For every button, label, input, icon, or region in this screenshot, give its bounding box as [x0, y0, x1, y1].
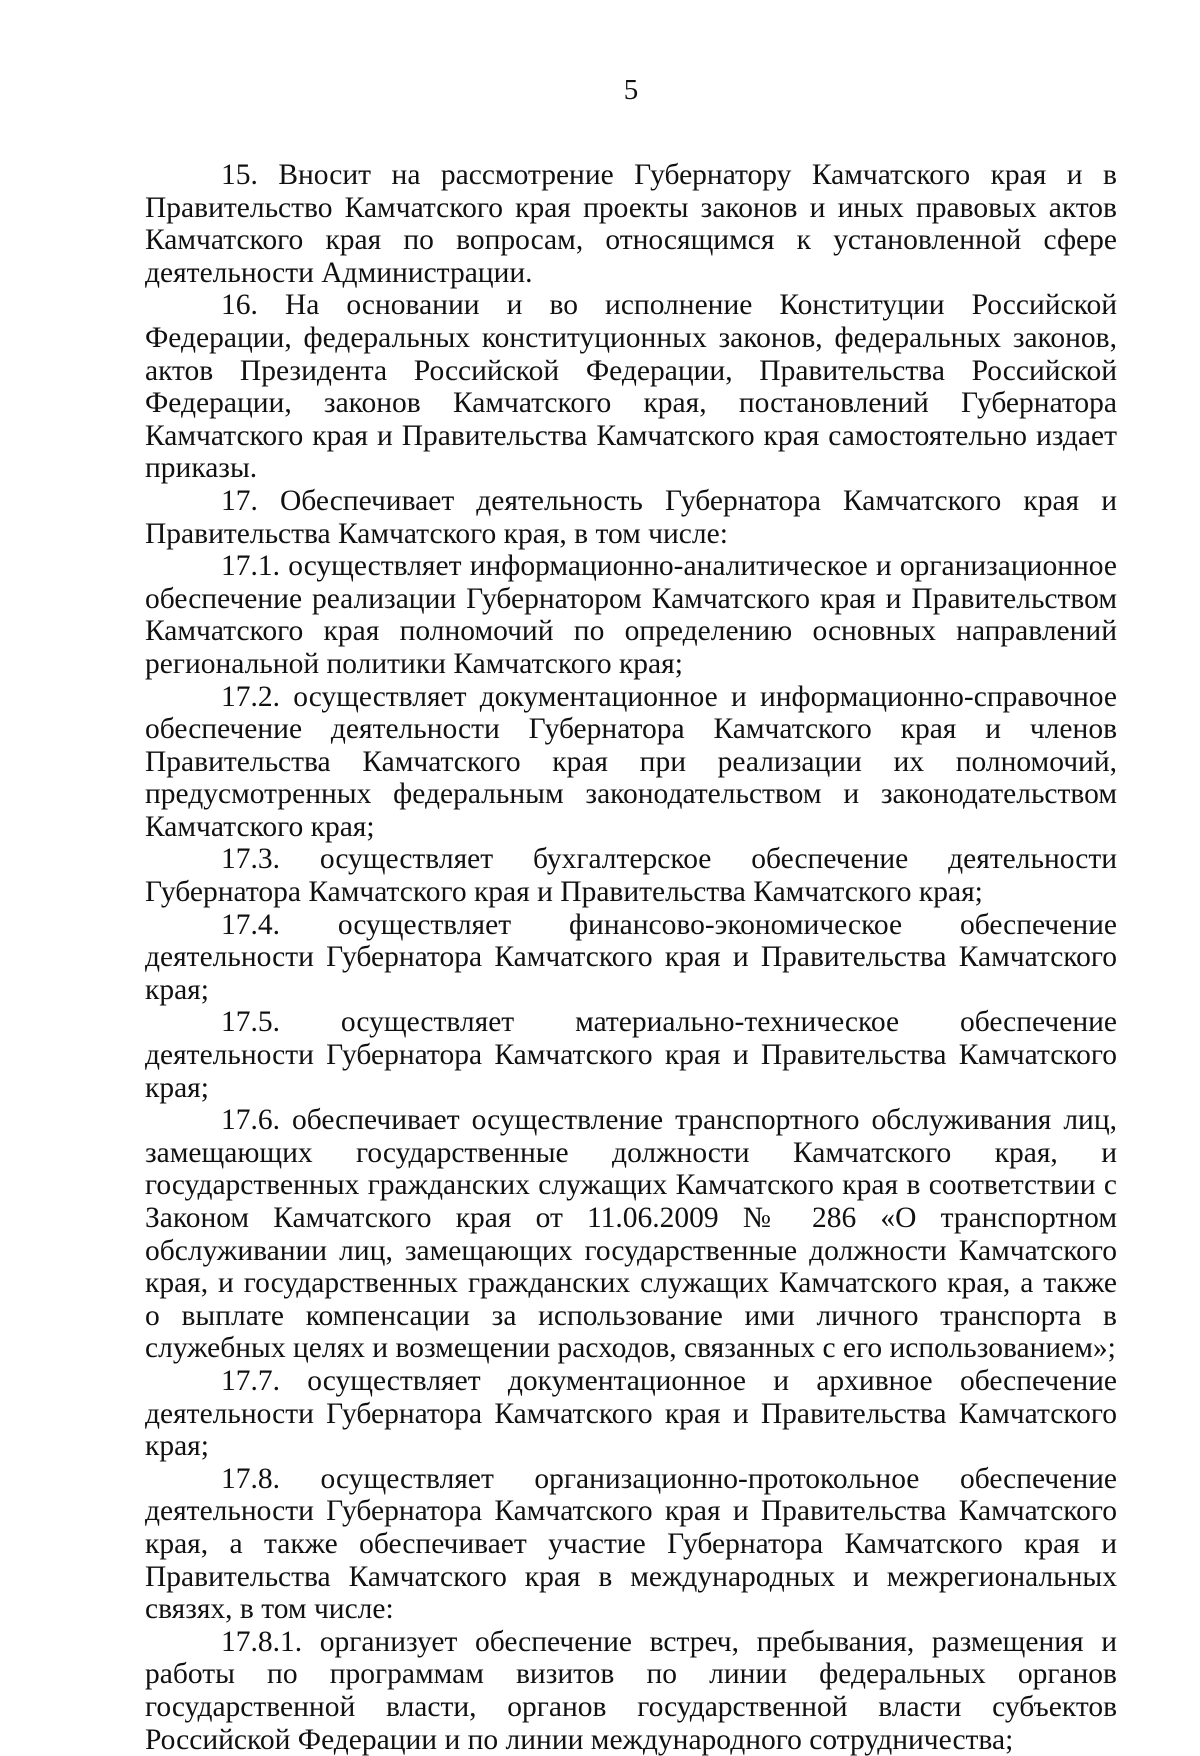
paragraph-17: 17. Обеспечивает деятельность Губернатора Камчатского края и Правительства Камчатского края, в том числе:	[145, 484, 1117, 550]
paragraph-17-8-1: 17.8.1. организует обеспечение встреч, пребывания, размещения и работы по программам визитов по линии федеральных органов государственной власти, органов государственной власти субъектов Российской Федерации и по линии международного сотрудничества;	[145, 1625, 1117, 1756]
paragraph-17-1: 17.1. осуществляет информационно-аналитическое и организационное обеспечение реализации Губернатором Камчатского края и Правительством Камчатского края полномочий по определению основных направлений региональной политики Камчатского края;	[145, 550, 1117, 680]
document-body	[145, 159, 1117, 1756]
paragraph-17-6: 17.6. обеспечивает осуществление транспортного обслуживания лиц, замещающих государственные должности Камчатского края, и государственных гражданских служащих Камчатского края в соответствии с Законом Камчатского края от 11.06.2009 № 286 «О транспортном обслуживании лиц, замещающих государственные должности Камчатского края, и государственных гражданских служащих Камчатского края, а также о выплате компенсации за использование ими личного транспорта в служебных целях и возмещении расходов, связанных с его использованием»;	[145, 1104, 1117, 1365]
paragraph-17-7: 17.7. осуществляет документационное и архивное обеспечение деятельности Губернатора Камчатского края и Правительства Камчатского края;	[145, 1364, 1117, 1463]
paragraph-16: 16. На основании и во исполнение Конституции Российской Федерации, федеральных конституционных законов, федеральных законов, актов Президента Российской Федерации, Правительства Российской Федерации, законов Камчатского края, постановлений Губернатора Камчатского края и Правительства Камчатского края самостоятельно издает приказы.	[145, 289, 1117, 485]
paragraph-17-2: 17.2. осуществляет документационное и информационно-справочное обеспечение деятельности Губернатора Камчатского края и членов Правительства Камчатского края при реализации их полномочий, предусмотренных федеральным законодательством и законодательством Камчатского края;	[145, 680, 1117, 843]
paragraph-15: 15. Вносит на рассмотрение Губернатору Камчатского края и в Правительство Камчатского края проекты законов и иных правовых актов Камчатского края по вопросам, относящимся к установленной сфере деятельности Администрации.	[145, 159, 1117, 289]
page-number: 5	[623, 74, 639, 106]
paragraph-17-3: 17.3. осуществляет бухгалтерское обеспечение деятельности Губернатора Камчатского края и Правительства Камчатского края;	[145, 843, 1117, 909]
paragraph-17-4: 17.4. осуществляет финансово-экономическое обеспечение деятельности Губернатора Камчатского края и Правительства Камчатского края;	[145, 908, 1117, 1006]
paragraph-17-5: 17.5. осуществляет материально-техническое обеспечение деятельности Губернатора Камчатского края и Правительства Камчатского края;	[145, 1006, 1117, 1104]
paragraph-17-8: 17.8. осуществляет организационно-протокольное обеспечение деятельности Губернатора Камчатского края и Правительства Камчатского края, а также обеспечивает участие Губернатора Камчатского края и Правительства Камчатского края в международных и межрегиональных связях, в том числе:	[145, 1462, 1117, 1626]
